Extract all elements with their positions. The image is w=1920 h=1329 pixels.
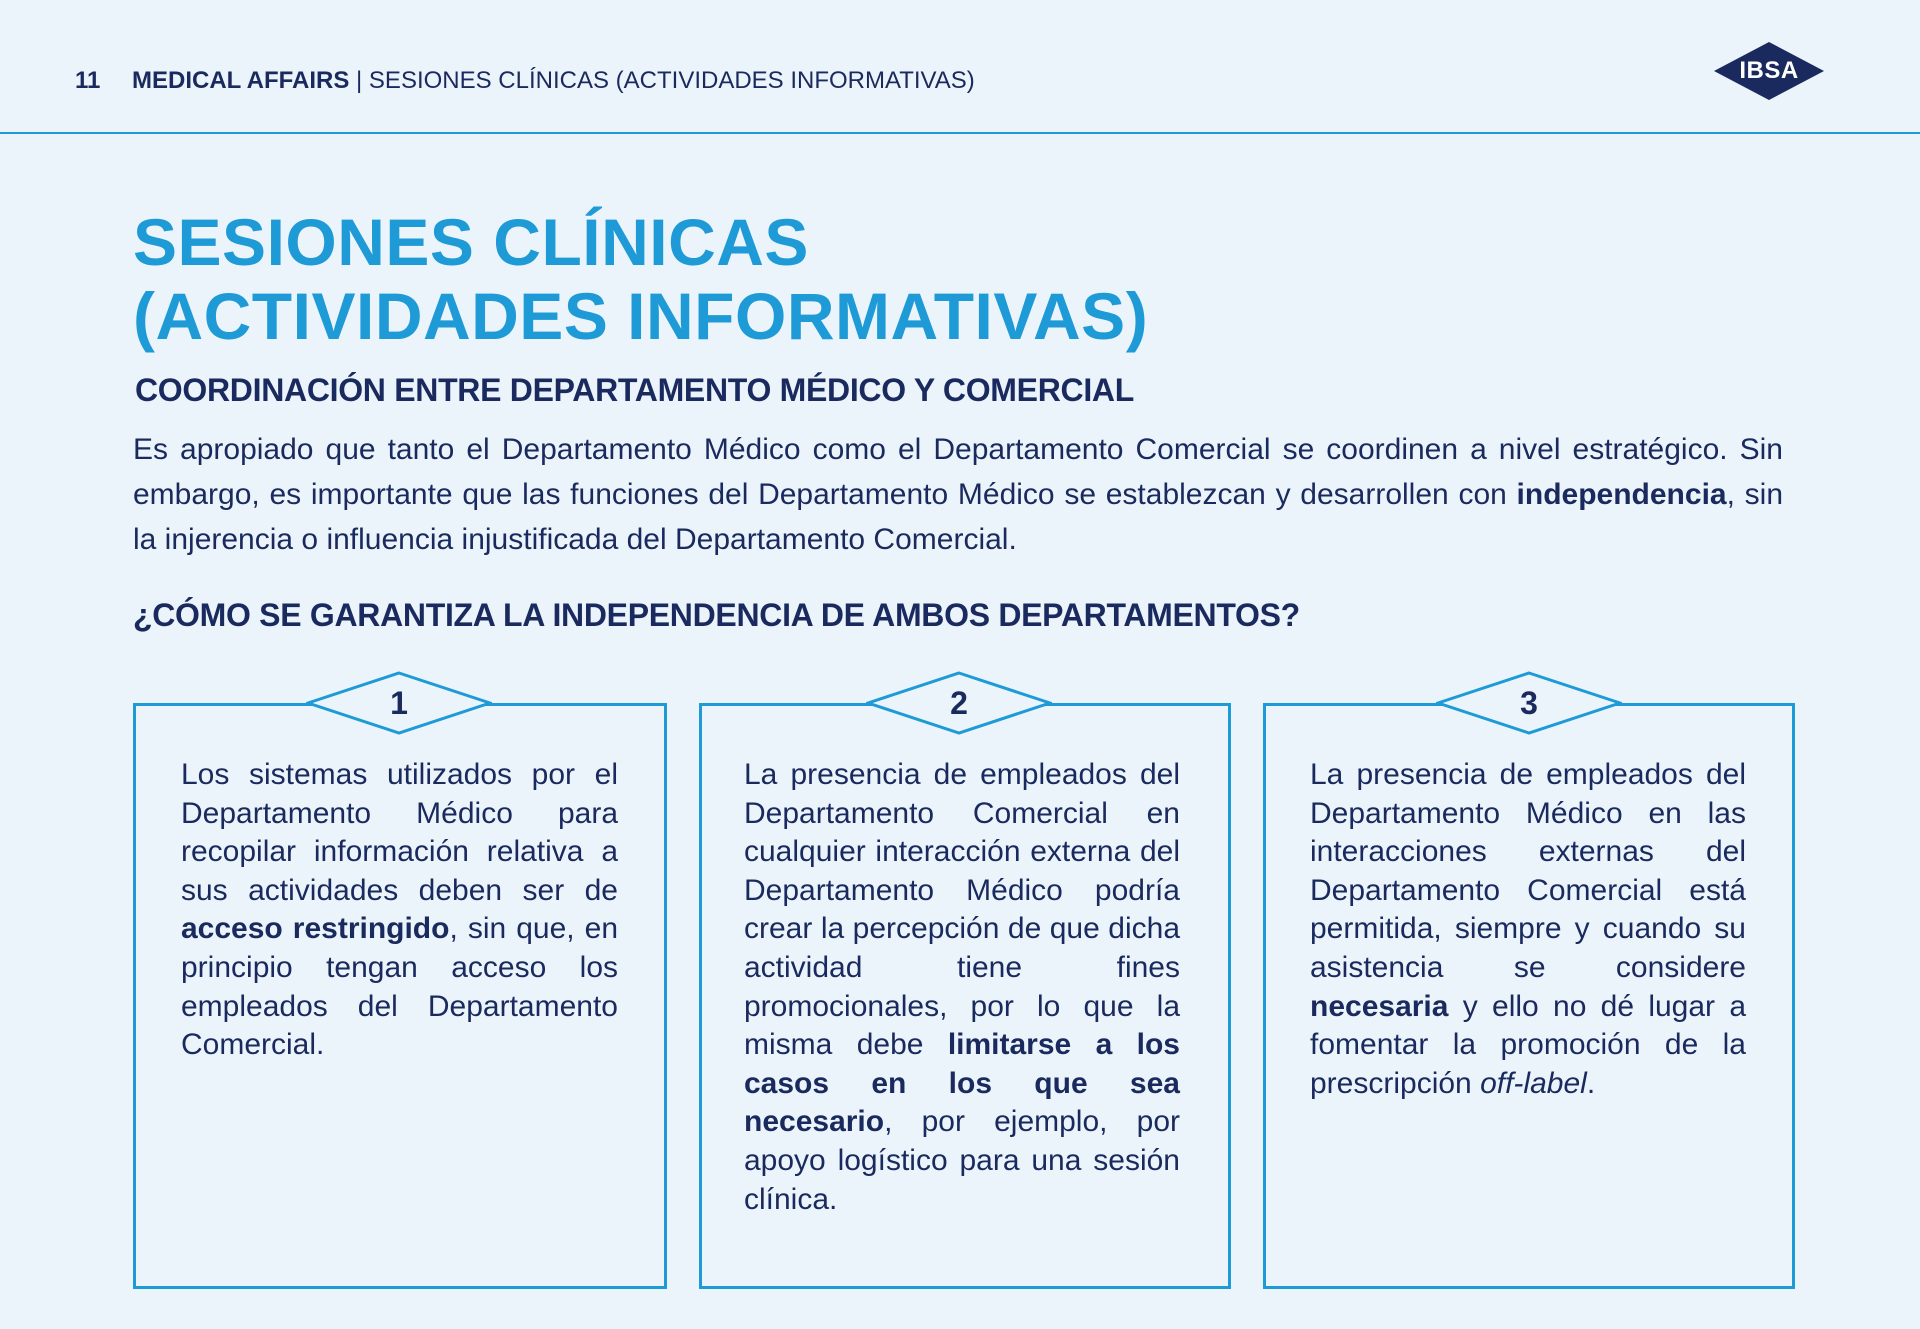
card-2-text-b: , por ejemplo, por apoyo logístico para una sesión clínica. — [744, 1105, 1180, 1216]
intro-paragraph — [133, 427, 1783, 562]
card-3-text-a: La presencia de empleados del Departamento Médico en las interacciones externas del Departamento Comercial está permitida, siempre y cuando su asistencia se considere — [1310, 758, 1746, 984]
card-2-badge — [866, 671, 1052, 735]
card-3-text — [1310, 756, 1746, 1103]
header-subsection: SESIONES CLÍNICAS (ACTIVIDADES INFORMATIVAS) — [368, 67, 975, 94]
card-3-badge — [1436, 671, 1622, 735]
card-2-text — [744, 756, 1180, 1219]
header-title — [132, 67, 975, 95]
card-3 — [1263, 703, 1795, 1289]
card-2-number: 2 — [950, 685, 968, 721]
intro-text-1: Es apropiado que tanto el Departamento Médico como el Departamento Comercial se coordinen a nivel estratégico. Sin embargo, es importante que las funciones del Departamento Médico se establezcan y desarrollen con — [133, 433, 1783, 511]
section-subtitle: COORDINACIÓN ENTRE DEPARTAMENTO MÉDICO Y COMERCIAL — [135, 372, 1134, 408]
card-3-bold: necesaria — [1310, 989, 1449, 1023]
ibsa-logo — [1714, 42, 1824, 100]
card-2-text-a: La presencia de empleados del Departamento Comercial en cualquier interacción externa del Departamento Médico podría crear la percepción de que dicha actividad tiene fines promocionales, por lo que la misma debe — [744, 758, 1180, 1062]
card-2 — [699, 703, 1231, 1289]
card-1-badge — [306, 671, 492, 735]
card-3-italic: off-label — [1480, 1066, 1587, 1100]
intro-bold: independencia — [1516, 478, 1727, 511]
card-1-text — [181, 756, 618, 1065]
card-2-bold: limitarse a los casos en los que sea necesario — [744, 1028, 1180, 1139]
header-section: MEDICAL AFFAIRS — [132, 67, 350, 94]
section-question: ¿CÓMO SE GARANTIZA LA INDEPENDENCIA DE AMBOS DEPARTAMENTOS? — [133, 597, 1300, 633]
title-line-1: SESIONES CLÍNICAS — [133, 205, 809, 279]
page-title — [133, 205, 1148, 353]
card-3-text-b: y ello no dé lugar a fomentar la promoción de la prescripción — [1310, 989, 1746, 1100]
card-1-text-b: , sin que, en principio tengan acceso los empleados del Departamento Comercial. — [181, 912, 619, 1062]
page-header — [0, 0, 1920, 134]
card-3-text-c: . — [1586, 1066, 1596, 1100]
card-1-text-a: Los sistemas utilizados por el Departamento Médico para recopilar información relativa a sus actividades deben ser de — [181, 758, 618, 907]
card-1-number: 1 — [390, 685, 408, 721]
logo-text: IBSA — [1739, 57, 1799, 84]
header-separator: | — [349, 67, 369, 94]
title-line-2: (ACTIVIDADES INFORMATIVAS) — [133, 279, 1149, 353]
card-3-number: 3 — [1520, 685, 1538, 721]
intro-text-2: , sin la injerencia o influencia injustificada del Departamento Comercial. — [133, 478, 1784, 556]
card-1 — [133, 703, 667, 1289]
card-1-bold: acceso restringido — [181, 912, 450, 946]
page-number: 11 — [75, 67, 101, 94]
